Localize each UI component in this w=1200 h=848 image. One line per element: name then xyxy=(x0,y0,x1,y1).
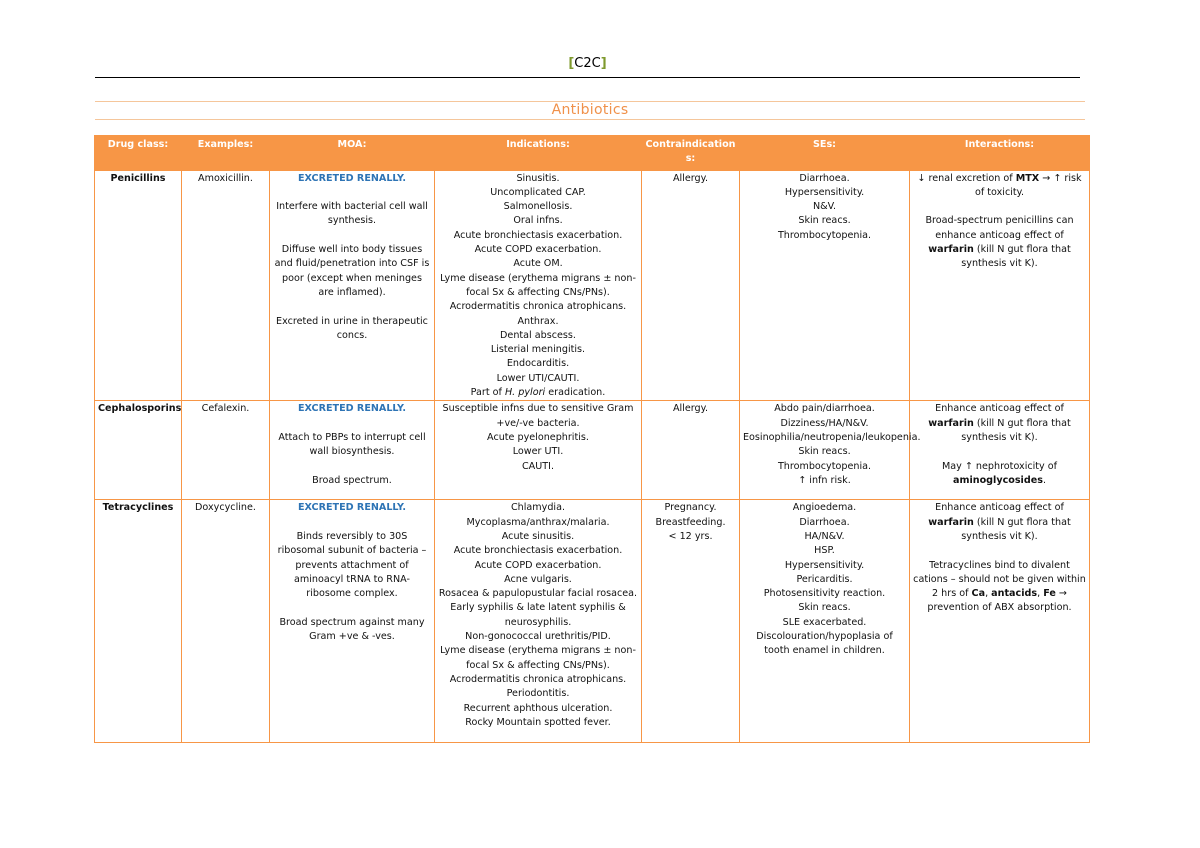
table-row xyxy=(95,170,1090,401)
indication-item: Sinusitis. xyxy=(516,172,560,184)
moa-text: Excreted in urine in therapeutic concs. xyxy=(276,315,428,341)
indication-item: Rocky Mountain spotted fever. xyxy=(465,716,611,728)
indications-cell xyxy=(435,401,642,500)
se-item: SLE exacerbated. xyxy=(782,616,867,628)
indication-item: Early syphilis & late latent syphilis & neurosyphilis. xyxy=(450,602,626,628)
examples-cell: Doxycycline. xyxy=(182,500,270,743)
brand-bracket-close: ] xyxy=(600,56,607,71)
moa-text: Broad spectrum. xyxy=(312,474,392,486)
moa-text: Broad spectrum against many Gram +ve & -ves. xyxy=(279,616,425,643)
renal-flag: EXCRETED RENALLY. xyxy=(297,172,407,184)
indication-item: Acrodermatitis chronica atrophicans. xyxy=(449,301,627,313)
se-item: Dizziness/HA/N&V. xyxy=(780,417,869,429)
indication-item: Lyme disease (erythema migrans ± non-focal Sx & affecting CNs/PNs). xyxy=(440,645,636,671)
se-item: Hypersensitivity. xyxy=(784,186,865,198)
examples-cell: Amoxicillin. xyxy=(182,170,270,401)
moa-cell xyxy=(270,500,435,743)
indication-item: Periodontitis. xyxy=(506,688,570,700)
renal-flag: EXCRETED RENALLY. xyxy=(297,403,407,415)
contraindications-cell xyxy=(642,500,740,743)
indication-item: Listerial meningitis. xyxy=(490,344,586,356)
running-header xyxy=(0,56,1175,71)
examples-cell: Cefalexin. xyxy=(182,401,270,500)
indication-item: Acute COPD exacerbation. xyxy=(474,559,602,571)
renal-flag: EXCRETED RENALLY. xyxy=(297,502,407,514)
indication-item: Non-gonococcal urethritis/PID. xyxy=(465,631,611,643)
se-item: Skin reacs. xyxy=(798,215,851,227)
se-item: Pericarditis. xyxy=(796,573,853,585)
se-item: Thrombocytopenia. xyxy=(777,229,872,241)
indication-item: Lyme disease (erythema migrans ± non-focal Sx & affecting CNs/PNs). xyxy=(440,272,636,298)
table-header-row xyxy=(95,136,1090,171)
column-header: SEs: xyxy=(740,136,910,171)
moa-text: Interfere with bacterial cell wall synthesis. xyxy=(276,201,428,227)
indications-cell xyxy=(435,170,642,401)
indication-item: Acrodermatitis chronica atrophicans. xyxy=(449,673,627,685)
moa-text: Attach to PBPs to interrupt cell wall biosynthesis. xyxy=(278,431,426,458)
se-item: ↑ infn risk. xyxy=(798,474,851,486)
moa-text: Diffuse well into body tissues and fluid/penetration into CSF is poor (except when meninges are inflamed). xyxy=(274,244,430,298)
indication-item: Dental abscess. xyxy=(500,329,576,341)
title-rule-bottom xyxy=(95,119,1085,120)
se-item: Skin reacs. xyxy=(798,446,851,458)
se-item: Thrombocytopenia. xyxy=(777,460,872,472)
indication-item: CAUTI. xyxy=(521,460,555,472)
se-item: Photosensitivity reaction. xyxy=(763,588,886,600)
indication-item: Lower UTI. xyxy=(512,446,564,458)
moa-cell xyxy=(270,170,435,401)
drug-class-cell: Penicillins xyxy=(95,170,182,401)
interactions-cell xyxy=(910,500,1090,743)
indication-item: Acute bronchiectasis exacerbation. xyxy=(453,545,623,557)
indication-item: Acute OM. xyxy=(513,258,563,270)
indication-item: Acute COPD exacerbation. xyxy=(474,244,602,256)
antibiotics-table xyxy=(94,135,1090,743)
column-header: Examples: xyxy=(182,136,270,171)
indication-item: Lower UTI/CAUTI. xyxy=(496,372,580,384)
contraindications-cell xyxy=(642,170,740,401)
column-header: Contraindication s: xyxy=(642,136,740,171)
column-header: MOA: xyxy=(270,136,435,171)
indications-cell xyxy=(435,500,642,743)
indication-item: Acne vulgaris. xyxy=(504,573,572,585)
contraindications-cell xyxy=(642,401,740,500)
se-item: Diarrhoea. xyxy=(799,516,850,528)
indication-item: Acute sinusitis. xyxy=(501,530,575,542)
moa-cell xyxy=(270,401,435,500)
se-item: Skin reacs. xyxy=(798,602,851,614)
se-item: N&V. xyxy=(812,201,837,213)
column-header: Drug class: xyxy=(95,136,182,171)
se-item: Diarrhoea. xyxy=(799,172,850,184)
table-row xyxy=(95,401,1090,500)
contraindication-item: Breastfeeding. xyxy=(655,516,726,528)
brand-bracket-open: [ xyxy=(568,56,575,71)
contraindication-item: Allergy. xyxy=(672,172,709,184)
indication-item: Acute pyelonephritis. xyxy=(487,431,589,443)
table-row xyxy=(95,500,1090,743)
interaction-text: Tetracyclines bind to divalent cations – should not be given within 2 hrs of Ca, antacids, Fe → prevention of ABX absorption. xyxy=(913,559,1086,614)
column-header: Interactions: xyxy=(910,136,1090,171)
se-item: Abdo pain/diarrhoea. xyxy=(774,403,875,415)
indication-item: Chlamydia. xyxy=(510,502,566,514)
indication-item: Oral infns. xyxy=(513,215,563,227)
se-item: HA/N&V. xyxy=(804,530,845,542)
interaction-text: Enhance anticoag effect of warfarin (kill N gut flora that synthesis vit K). xyxy=(928,403,1071,443)
se-item: Discolouration/hypoplasia of tooth enamel in children. xyxy=(756,631,893,657)
ses-cell xyxy=(740,170,910,401)
indication-item: Acute bronchiectasis exacerbation. xyxy=(453,229,623,241)
interaction-text: Broad-spectrum penicillins can enhance anticoag effect of warfarin (kill N gut flora that synthesis vit K). xyxy=(925,215,1074,270)
header-rule xyxy=(95,77,1080,78)
indication-item: Salmonellosis. xyxy=(503,201,573,213)
drug-class-cell: Tetracyclines xyxy=(95,500,182,743)
indication-item: Mycoplasma/anthrax/malaria. xyxy=(466,516,610,528)
moa-text: Binds reversibly to 30S ribosomal subunit of bacteria – prevents attachment of aminoacyl tRNA to RNA-ribosome complex. xyxy=(277,530,427,600)
italic-organism: H. pylori xyxy=(504,387,546,399)
ses-cell xyxy=(740,500,910,743)
se-item: Hypersensitivity. xyxy=(784,559,865,571)
contraindication-item: < 12 yrs. xyxy=(668,530,713,542)
interactions-cell xyxy=(910,401,1090,500)
interactions-cell xyxy=(910,170,1090,401)
indication-item: Anthrax. xyxy=(517,315,559,327)
indication-item: Endocarditis. xyxy=(506,358,570,370)
interaction-text: ↓ renal excretion of MTX → ↑ risk of toxicity. xyxy=(917,172,1082,198)
indication-item: Rosacea & papulopustular facial rosacea. xyxy=(438,588,638,600)
indication-item: Uncomplicated CAP. xyxy=(490,186,586,198)
ses-cell xyxy=(740,401,921,500)
indication-item: Susceptible infns due to sensitive Gram +ve/-ve bacteria. xyxy=(442,403,634,429)
indication-item: Part of H. pylori eradication. xyxy=(470,387,606,399)
contraindication-item: Allergy. xyxy=(672,403,709,415)
column-header: Indications: xyxy=(435,136,642,171)
interaction-text: May ↑ nephrotoxicity of aminoglycosides. xyxy=(941,460,1058,486)
drug-class-cell: Cephalosporins xyxy=(95,401,182,500)
page-title: Antibiotics xyxy=(551,102,629,118)
contraindication-item: Pregnancy. xyxy=(664,502,717,514)
se-item: HSP. xyxy=(814,545,835,557)
brand-text: C2C xyxy=(574,56,601,71)
se-item: Eosinophilia/neutropenia/leukopenia. xyxy=(743,431,921,443)
se-item: Angioedema. xyxy=(792,502,857,514)
interaction-text: Enhance anticoag effect of warfarin (kill N gut flora that synthesis vit K). xyxy=(928,502,1071,542)
indication-item: Recurrent aphthous ulceration. xyxy=(463,702,613,714)
